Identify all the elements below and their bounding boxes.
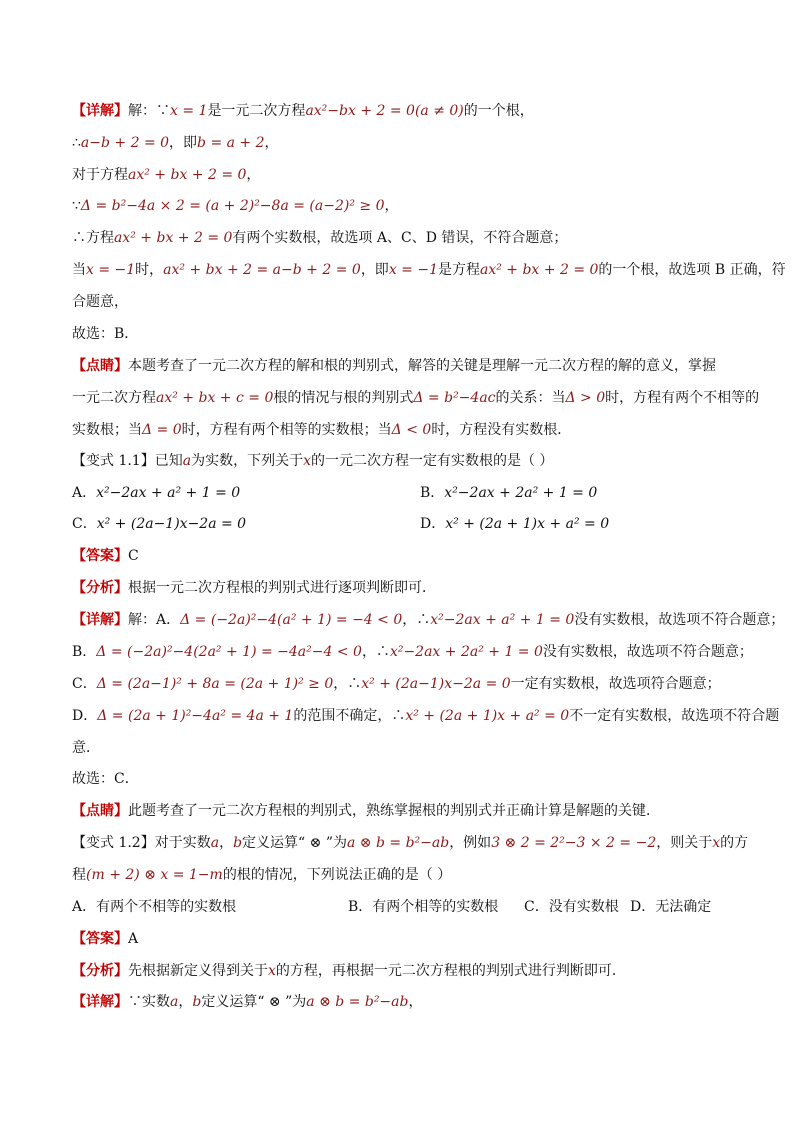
text: 本题考查了一元二次方程的解和根的判别式，解答的关键是理解一元二次方程的解的意义，掌握 (128, 358, 716, 374)
option-c (72, 516, 246, 532)
text: C． (72, 676, 97, 692)
option-a (72, 485, 240, 501)
formula: Δ = 0 (142, 422, 182, 438)
text-line (72, 292, 732, 312)
text-line (72, 961, 732, 981)
text-line (72, 165, 732, 185)
formula: a (182, 453, 192, 469)
formula: Δ = (−2a)²−4(2a² + 1) = −4a²−4 < 0 (96, 644, 362, 660)
text-line (72, 451, 732, 471)
text: 的一元二次方程一定有实数根的是（ ） (310, 453, 554, 469)
text-line (72, 865, 732, 885)
text-line (72, 546, 732, 566)
text: 的根的情况，下列说法正确的是（ ） (222, 867, 452, 883)
text: ，∴ (402, 612, 431, 628)
text: 根的情况与根的判别式 (273, 390, 414, 406)
text-line (72, 133, 732, 153)
formula: b = a + 2 (197, 135, 265, 151)
text: 已知 (154, 453, 183, 469)
formula: 3 ⊗ 2 = 2²−3 × 2 = −2 (491, 835, 657, 851)
text: 为实数，下列关于 (191, 453, 304, 469)
text: 先根据新定义得到关于 (128, 963, 268, 979)
text-line (72, 769, 732, 789)
options-line (72, 483, 732, 503)
text-line (72, 578, 732, 598)
option-b: B．有两个相等的实数根 (348, 899, 499, 915)
text: 时， (135, 262, 164, 278)
text: ∵实数 (128, 994, 170, 1010)
text: ∵ (72, 198, 81, 214)
text: 解：A． (128, 612, 181, 628)
formula: a (210, 835, 220, 851)
formula: b (233, 835, 243, 851)
text: D． (72, 708, 98, 724)
formula: ax² + bx + c = 0 (156, 390, 274, 406)
text: 故选：C． (72, 771, 139, 787)
text: ， (178, 994, 193, 1010)
text: 是一元二次方程 (207, 103, 306, 119)
formula: ax² + bx + 2 = a−b + 2 = 0 (163, 262, 361, 278)
formula: x² + (2a + 1)x + a² = 0 (445, 516, 610, 532)
text-line (72, 420, 732, 440)
text: 一定有实数根，故选项符合题意； (510, 676, 721, 692)
formula: x²−2ax + a² + 1 = 0 (96, 485, 241, 501)
formula: x = 1 (170, 103, 208, 119)
formula: Δ = (2a + 1)²−4a² = 4a + 1 (97, 708, 294, 724)
formula: x (268, 963, 276, 979)
formula: x² + (2a−1)x−2a = 0 (96, 516, 247, 532)
text-line (72, 992, 732, 1012)
text-line (72, 642, 753, 662)
section-tag: 【答案】 (72, 548, 128, 564)
text-line (72, 101, 732, 121)
text: 没有实数根，故选项不符合题意； (574, 612, 785, 628)
text: B． (72, 644, 97, 660)
option-letter: B． (420, 485, 445, 501)
text: 根据一元二次方程根的判别式进行逐项判断即可． (128, 580, 436, 596)
variant-tag: 【变式 1.2】 (72, 835, 155, 851)
formula: x² + (2a−1)x−2a = 0 (361, 676, 511, 692)
text: 当 (72, 262, 86, 278)
formula: ax² + bx + 2 = 0 (479, 262, 599, 278)
text-line (72, 674, 732, 694)
text: 是方程 (437, 262, 480, 278)
text: 的一个根，故选项 B 正确，符 (598, 262, 786, 278)
text: 的关系：当 (495, 390, 566, 406)
text-line (72, 324, 732, 344)
text-line (72, 610, 785, 630)
text-line (72, 929, 732, 949)
text: 此题考查了一元二次方程根的判别式，熟练掌握根的判别式并正确计算是解题的关键． (128, 803, 660, 819)
text: 时，方程没有实数根． (431, 422, 572, 438)
option-letter: A． (72, 485, 97, 501)
text: ， (384, 198, 399, 214)
option-d: D．无法确定 (630, 899, 712, 915)
text: 没有实数根，故选项不符合题意； (542, 644, 753, 660)
formula: x²−2ax + 2a² + 1 = 0 (444, 485, 598, 501)
formula: Δ < 0 (391, 422, 432, 438)
text: ，则关于 (656, 835, 713, 851)
text: ，∴ (333, 676, 362, 692)
text: 定义运算“ ⊗ ”为 (201, 994, 307, 1010)
text-line (72, 801, 732, 821)
formula: ax² + bx + 2 = 0 (128, 167, 247, 183)
text: 实数根；当 (72, 422, 142, 438)
text: ∴ (72, 135, 81, 151)
section-tag: 【点睛】 (72, 358, 128, 374)
section-tag: 【详解】 (72, 103, 128, 119)
option-letter: D． (420, 516, 446, 532)
text: 一元二次方程 (72, 390, 156, 406)
options-line (72, 897, 732, 917)
formula: x = −1 (86, 262, 136, 278)
formula: x²−2ax + a² + 1 = 0 (430, 612, 575, 628)
text-line (72, 706, 780, 726)
formula: a−b + 2 = 0 (80, 135, 170, 151)
text: 的方程，再根据一元二次方程根的判别式进行判断即可． (275, 963, 626, 979)
option-a: A．有两个不相等的实数根 (72, 899, 237, 915)
text-line (72, 356, 732, 376)
text: 合题意， (72, 294, 128, 310)
formula: (m + 2) ⊗ x = 1−m (86, 867, 223, 883)
text: 意． (72, 740, 100, 756)
text: ， (408, 994, 423, 1010)
variant-tag: 【变式 1.1】 (72, 453, 155, 469)
options-line (72, 514, 732, 534)
text: ， (219, 835, 234, 851)
formula: ax² + bx + 2 = 0 (114, 230, 233, 246)
formula: b (192, 994, 202, 1010)
formula: x²−2ax + 2a² + 1 = 0 (389, 644, 543, 660)
text: ， (264, 135, 279, 151)
text: 对于方程 (72, 167, 128, 183)
section-tag: 【详解】 (72, 994, 128, 1010)
formula: a ⊗ b = b²−ab (306, 994, 409, 1010)
formula: a (170, 994, 179, 1010)
text: 解：∵ (128, 103, 170, 119)
option-b (420, 483, 597, 503)
text: 定义运算“ ⊗ ”为 (242, 835, 347, 851)
formula: Δ = (2a−1)² + 8a = (2a + 1)² ≥ 0 (96, 676, 334, 692)
text: 的范围不确定，∴ (293, 708, 406, 724)
formula: Δ = b²−4ac (413, 390, 496, 406)
formula: ax²−bx + 2 = 0(a ≠ 0) (305, 103, 464, 119)
text-line (72, 388, 760, 408)
formula: x² + (2a + 1)x + a² = 0 (405, 708, 570, 724)
answer: A (128, 931, 139, 947)
formula: x = −1 (388, 262, 438, 278)
text: ，即 (360, 262, 389, 278)
text-line (72, 738, 732, 758)
section-tag: 【点睛】 (72, 803, 128, 819)
text: ， (246, 167, 261, 183)
formula: x (303, 453, 311, 469)
section-tag: 【答案】 (72, 931, 128, 947)
text-line (72, 196, 732, 216)
text-line (72, 833, 749, 853)
text: ，即 (169, 135, 198, 151)
formula: Δ = b²−4a × 2 = (a + 2)²−8a = (a−2)² ≥ 0 (80, 198, 385, 214)
text: 有两个实数根，故选项 A、C、D 错误，不符合题意； (232, 230, 568, 246)
text: 对于实数 (154, 835, 211, 851)
formula: Δ = (−2a)²−4(a² + 1) = −4 < 0 (180, 612, 403, 628)
text: ∴方程 (72, 230, 114, 246)
option-letter: C． (72, 516, 97, 532)
section-tag: 【分析】 (72, 580, 128, 596)
formula: a ⊗ b = b²−ab (347, 835, 450, 851)
option-c: C．没有实数根 (524, 899, 619, 915)
answer: C (128, 548, 139, 564)
text: 时，方程有两个相等的实数根；当 (181, 422, 392, 438)
section-tag: 【分析】 (72, 963, 128, 979)
formula: Δ > 0 (565, 390, 606, 406)
section-tag: 【详解】 (72, 612, 128, 628)
text: ，例如 (449, 835, 492, 851)
formula: x (712, 835, 721, 851)
option-d (420, 514, 609, 534)
text: 不一定有实数根，故选项不符合题 (569, 708, 780, 724)
text: 程 (72, 867, 86, 883)
text: 时，方程有两个不相等的 (605, 390, 760, 406)
text: 的方 (720, 835, 749, 851)
text: 的一个根， (463, 103, 534, 119)
text: ，∴ (361, 644, 390, 660)
text: 故选：B． (72, 326, 139, 342)
text-line (72, 228, 732, 248)
text-line (72, 260, 786, 280)
